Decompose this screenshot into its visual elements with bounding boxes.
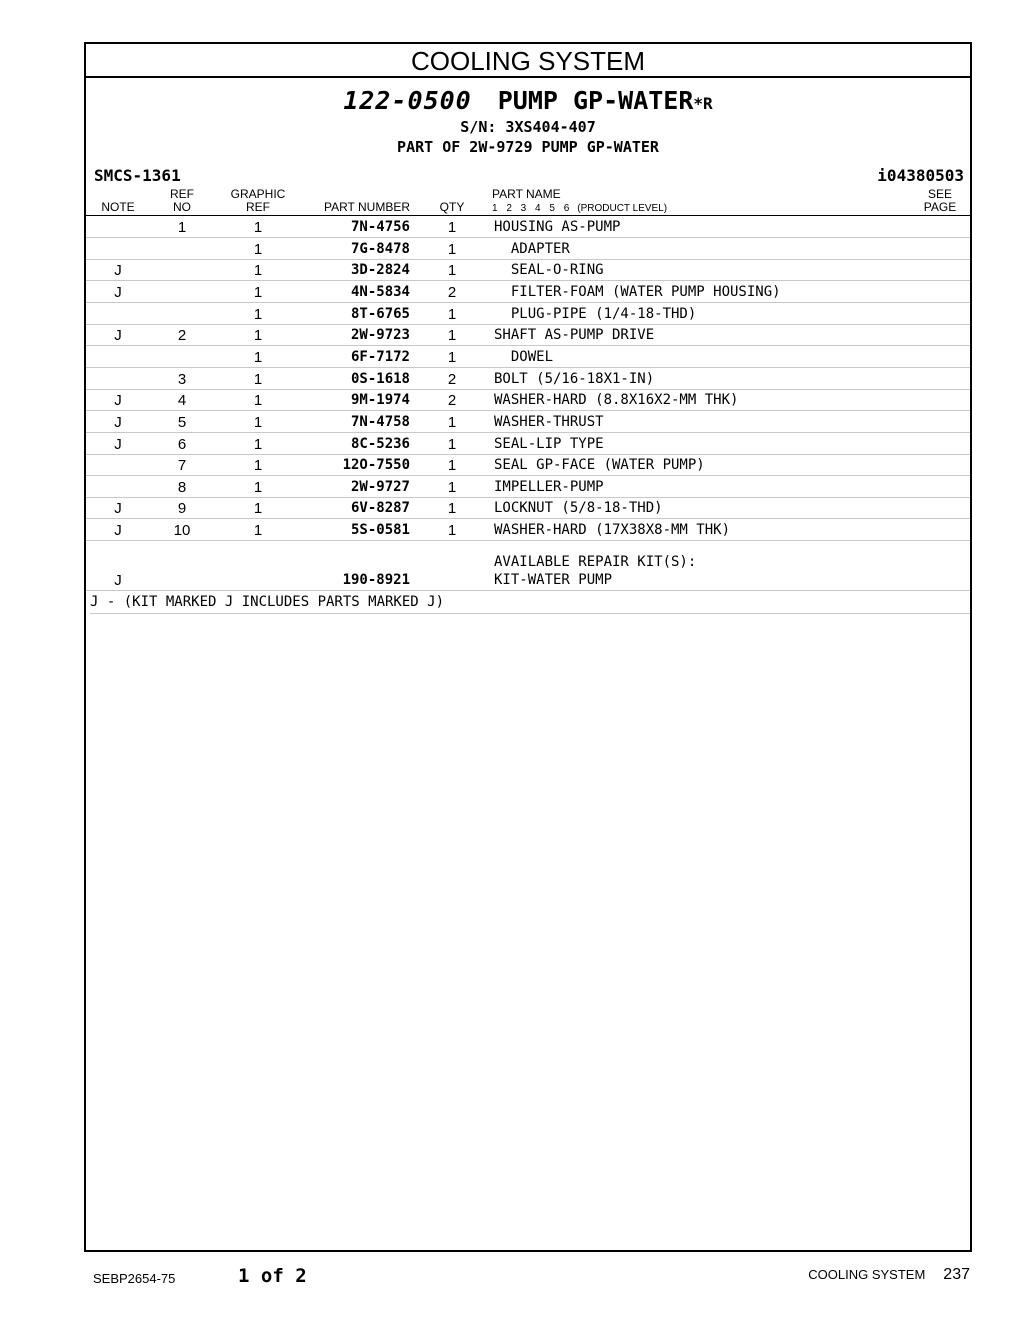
cell-note: J (114, 413, 122, 431)
col-ref-no (162, 188, 202, 214)
cell-part-number: 6F-7172 (350, 348, 410, 365)
col-levels: 1 2 3 4 5 6 (492, 203, 570, 214)
footer-section-name: COOLING SYSTEM (808, 1267, 926, 1282)
cell-qty: 2 (447, 392, 457, 410)
col-qty: QTY (439, 200, 465, 214)
cell-part-name: WASHER-THRUST (494, 413, 604, 430)
cell-ref-no: 5 (177, 413, 187, 431)
table-row (86, 477, 970, 498)
cell-part-name: DOWEL (494, 348, 554, 365)
kit-note: J (114, 572, 122, 589)
cell-graphic-ref: 1 (253, 283, 263, 301)
col-graphic-ref (228, 188, 288, 214)
cell-ref-no: 8 (177, 478, 187, 496)
table-row (86, 390, 970, 411)
kit-row (86, 570, 970, 591)
cell-note: J (114, 283, 122, 301)
col-graphic-top: GRAPHIC (230, 187, 286, 201)
table-row (86, 347, 970, 368)
cell-part-number: 8C-5236 (350, 435, 410, 452)
cell-part-name: IMPELLER-PUMP (494, 478, 604, 495)
cell-part-number: 0S-1618 (350, 370, 410, 387)
col-ref-top: REF (170, 187, 194, 201)
page-number: 237 (943, 1266, 970, 1283)
col-part-name-label: PART NAME (492, 187, 561, 201)
col-product-level: (PRODUCT LEVEL) (577, 203, 668, 214)
page-frame (84, 42, 972, 1252)
table-row (86, 412, 970, 433)
cell-ref-no: 3 (177, 370, 187, 388)
col-note: NOTE (101, 200, 135, 214)
table-row (86, 282, 970, 303)
cell-graphic-ref: 1 (253, 478, 263, 496)
cell-part-name: ADAPTER (494, 240, 570, 257)
cell-part-number: 2W-9727 (350, 478, 410, 495)
cell-graphic-ref: 1 (253, 435, 263, 453)
col-graphic-bottom: REF (246, 200, 270, 214)
table-row (86, 325, 970, 346)
cell-graphic-ref: 1 (253, 413, 263, 431)
cell-note: J (114, 435, 122, 453)
cell-graphic-ref: 1 (253, 392, 263, 410)
cell-ref-no: 6 (177, 435, 187, 453)
cell-part-number: 9M-1974 (350, 392, 410, 409)
cell-qty: 1 (447, 262, 457, 280)
cell-part-name: FILTER-FOAM (WATER PUMP HOUSING) (494, 283, 781, 300)
cell-graphic-ref: 1 (253, 348, 263, 366)
kit-part-name: KIT-WATER PUMP (494, 572, 613, 588)
smcs-code: SMCS-1361 (94, 166, 181, 185)
cell-qty: 1 (447, 305, 457, 323)
cell-ref-no: 7 (177, 457, 187, 475)
cell-graphic-ref: 1 (253, 219, 263, 236)
doc-id: SEBP2654-75 (93, 1271, 176, 1286)
cell-qty: 1 (447, 522, 457, 540)
cell-qty: 1 (447, 500, 457, 518)
serial-number: S/N: 3XS404-407 (460, 118, 596, 136)
cell-part-number: 8T-6765 (350, 305, 410, 322)
cell-part-number: 5S-0581 (350, 522, 410, 539)
table-row (86, 239, 970, 260)
cell-part-number: 7N-4758 (350, 413, 410, 430)
cell-part-number: 7G-8478 (350, 240, 410, 257)
cell-note: J (114, 522, 122, 540)
page-of: 1 of 2 (238, 1265, 307, 1287)
cell-part-name: WASHER-HARD (17X38X8-MM THK) (494, 522, 731, 539)
cell-ref-no: 4 (177, 392, 187, 410)
footer-section (808, 1266, 970, 1284)
cell-part-name: PLUG-PIPE (1/4-18-THD) (494, 305, 697, 322)
kit-heading: AVAILABLE REPAIR KIT(S): (494, 554, 697, 570)
cell-graphic-ref: 1 (253, 457, 263, 475)
cell-note: J (114, 327, 122, 345)
cell-ref-no: 9 (177, 500, 187, 518)
cell-note: J (114, 262, 122, 280)
cell-part-name: WASHER-HARD (8.8X16X2-MM THK) (494, 392, 739, 409)
illustration-id: i04380503 (877, 166, 964, 185)
cell-graphic-ref: 1 (253, 327, 263, 345)
col-see-top: SEE (927, 187, 952, 201)
cell-graphic-ref: 1 (253, 240, 263, 258)
cell-part-name: SEAL-O-RING (494, 262, 604, 279)
table-row (86, 434, 970, 455)
cell-ref-no: 10 (173, 522, 191, 540)
group-suffix: *R (693, 94, 713, 113)
cell-qty: 1 (447, 327, 457, 345)
header-divider (86, 215, 970, 216)
table-row (86, 520, 970, 541)
table-row (86, 369, 970, 390)
cell-graphic-ref: 1 (253, 500, 263, 518)
group-title (86, 86, 970, 119)
cell-qty: 1 (447, 240, 457, 258)
cell-graphic-ref: 1 (253, 370, 263, 388)
table-row (86, 498, 970, 519)
cell-part-name: SEAL GP-FACE (WATER PUMP) (494, 457, 705, 474)
cell-part-name: SHAFT AS-PUMP DRIVE (494, 327, 655, 344)
footnote: J - (KIT MARKED J INCLUDES PARTS MARKED J) (90, 592, 970, 614)
col-part-number: PART NUMBER (323, 200, 410, 214)
cell-graphic-ref: 1 (253, 305, 263, 323)
cell-graphic-ref: 1 (253, 262, 263, 280)
group-part-number: 122-0500 (343, 86, 472, 115)
cell-graphic-ref: 1 (253, 522, 263, 540)
cell-part-name: LOCKNUT (5/8-18-THD) (494, 500, 663, 517)
col-ref-bottom: NO (173, 200, 191, 214)
cell-qty: 1 (447, 478, 457, 496)
cell-part-number: 3D-2824 (350, 262, 410, 279)
cell-qty: 1 (447, 219, 457, 236)
cell-qty: 1 (447, 457, 457, 475)
cell-part-number: 4N-5834 (350, 283, 410, 300)
part-of: PART OF 2W-9729 PUMP GP-WATER (397, 138, 659, 156)
cell-note: J (114, 392, 122, 410)
cell-part-name: BOLT (5/16-18X1-IN) (494, 370, 655, 387)
group-part-name: PUMP GP-WATER (497, 86, 694, 115)
cell-qty: 1 (447, 413, 457, 431)
cell-part-number: 6V-8287 (350, 500, 410, 517)
section-title: COOLING SYSTEM (86, 44, 970, 78)
cell-part-number: 12O-7550 (342, 457, 410, 474)
table-row (86, 455, 970, 476)
col-see-bottom: PAGE (923, 200, 957, 214)
cell-part-name: HOUSING AS-PUMP (494, 219, 621, 235)
kit-part-number: 190-8921 (342, 572, 410, 588)
cell-qty: 1 (447, 348, 457, 366)
table-row (86, 260, 970, 281)
cell-ref-no: 1 (177, 219, 187, 236)
cell-part-number: 2W-9723 (350, 327, 410, 344)
cell-part-number: 7N-4756 (350, 219, 410, 235)
cell-ref-no: 2 (177, 327, 187, 345)
table-row (86, 217, 970, 238)
cell-note: J (114, 500, 122, 518)
col-part-name (492, 188, 792, 215)
cell-qty: 2 (447, 370, 457, 388)
table-row (86, 304, 970, 325)
cell-qty: 1 (447, 435, 457, 453)
col-see-page (918, 188, 962, 214)
cell-qty: 2 (447, 283, 457, 301)
cell-part-name: SEAL-LIP TYPE (494, 435, 604, 452)
